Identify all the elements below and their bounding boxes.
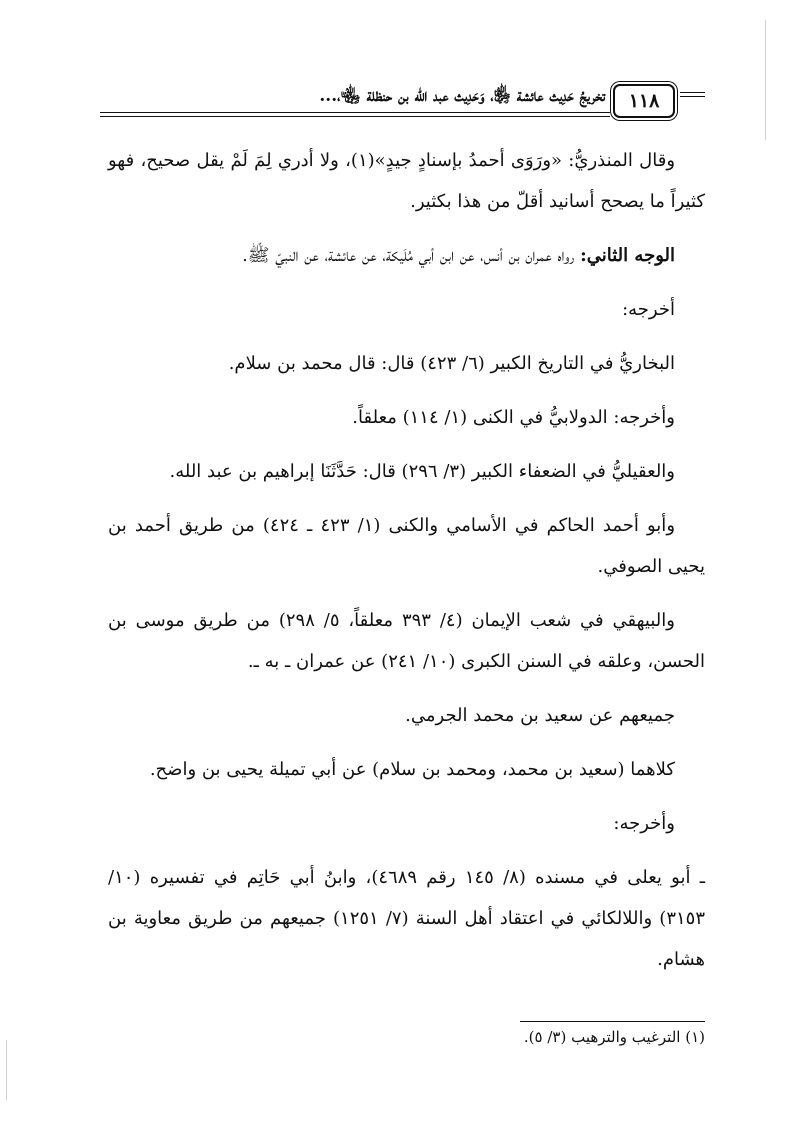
margin-mark <box>6 1040 7 1100</box>
footnote-separator <box>520 1021 705 1022</box>
paragraph <box>108 140 705 222</box>
paragraph-text: كلاهما (سعيد بن محمد، ومحمد بن سلام) عن أبي تميلة يحيى بن واضح. <box>149 759 675 780</box>
paragraph-text: وأبو أحمد الحاكم في الأسامي والكنى (١/ ٤٢٣ ـ ٤٢٤) من طريق أحمد بن يحيى الصوفي. <box>108 515 705 577</box>
paragraph-text: والبيهقي في شعب الإيمان (٤/ ٣٩٣ معلقاً، ٥/ ٢٩٨) من طريق موسى بن الحسن، وعلقه في السنن الكبرى (١٠/ ٢٤١) عن عمران ـ به ـ. <box>108 610 705 672</box>
paragraph <box>108 451 705 492</box>
paragraph-text: وقال المنذريُّ: «ورَوَى أحمدُ بإسنادٍ جيدٍ»(١)، ولا أدري لِمَ لَمْ يقل صحيح، فهو كثيراً ما يصحح أسانيد أقلّ من هذا بكثير. <box>108 150 705 212</box>
paragraph-text: ـ أبو يعلى في مسنده (٨/ ١٤٥ رقم ٤٦٨٩)، وابنُ أبي حَاتِم في تفسيره (١٠/ ٣١٥٣) واللالكائي في اعتقاد أهل السنة (٧/ ١٢٥١) جميعهم من طريق معاوية بن هشام. <box>108 867 705 970</box>
paragraph-text: وأخرجه: <box>613 813 675 834</box>
paragraph-text: والعقيليُّ في الضعفاء الكبير (٣/ ٢٩٦) قال: حَدَّثَنَا إبراهيم بن عبد الله. <box>169 461 675 482</box>
paragraph <box>108 803 705 844</box>
paragraph-text: رواه عمران بن أنس، عن ابن أبي مُلَيكة، عن عائشة، عن النبيّ ﷺ. <box>242 245 581 266</box>
paragraph <box>108 505 705 587</box>
paragraph-text: أخرجه: <box>622 299 675 320</box>
paragraph <box>108 289 705 330</box>
paragraph <box>108 397 705 438</box>
header-rule <box>680 92 705 97</box>
running-title: تخريجُ حَدِيث عائشة ﵂، وَحَدِيث عبد الله بن حنظلة ﵄،... <box>319 86 605 106</box>
main-text <box>108 140 705 993</box>
paragraph <box>108 343 705 384</box>
section-lead: الوجه الثاني: <box>580 245 675 266</box>
paragraph-text: وأخرجه: الدولابيُّ في الكنى (١/ ١١٤) معلقاً. <box>352 407 675 428</box>
header-rule <box>100 112 610 117</box>
paragraph-text: البخاريُّ في التاريخ الكبير (٦/ ٤٢٣) قال: قال محمد بن سلام. <box>228 353 675 374</box>
paragraph <box>108 600 705 682</box>
paragraph <box>108 749 705 790</box>
page-number: ١١٨ <box>613 84 675 118</box>
footnote: (١) الترغيب والترهيب (٣/ ٥). <box>523 1028 705 1046</box>
paragraph-text: جميعهم عن سعيد بن محمد الجرمي. <box>405 705 675 726</box>
paragraph <box>108 695 705 736</box>
page-header <box>100 82 705 118</box>
paragraph <box>108 857 705 980</box>
paragraph <box>108 235 705 276</box>
margin-mark <box>765 20 766 140</box>
